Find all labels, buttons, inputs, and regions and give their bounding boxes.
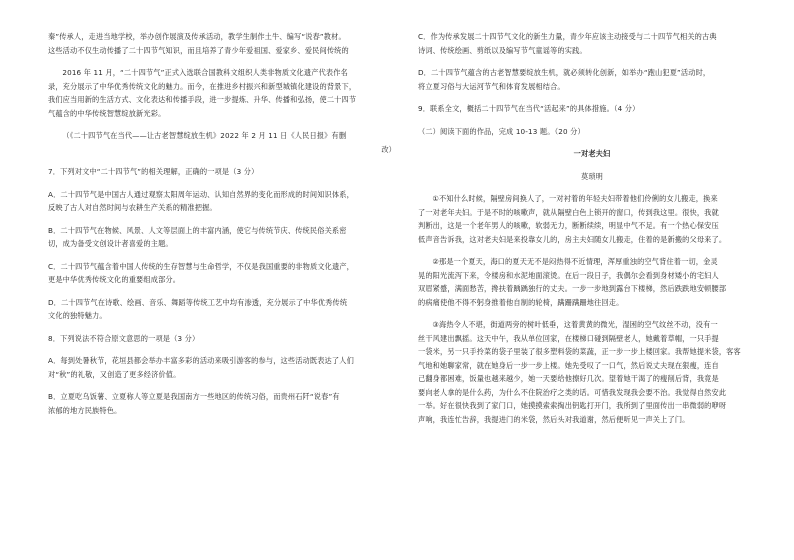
intro-line: 这些活动不仅生动传播了二十四节气知识，而且培养了青少年爱祖国、爱家乡、爱民间传统的 bbox=[48, 45, 349, 55]
story-paragraph-2: ②那是一个夏天，海口的夏天无不是闷热得不近情理，浑厚重浊的空气背住着一切，金灵 bbox=[432, 257, 718, 266]
story-paragraph-3: 声响，我连忙告辞，我提进门的米袋，然后头对我道谢，然后便听见一声关上了门。 bbox=[418, 414, 690, 424]
option-7d: D．二十四节气在诗歌、绘画、音乐、舞蹈等传统工艺中均有渗透，充分展示了中华优秀传统 bbox=[48, 297, 348, 307]
option-7a: A．二十四节气是中国古人通过观察太阳周年运动、认知自然界的变化而形成的时间知识体系， bbox=[48, 189, 354, 199]
body-line: 气蕴含的中华传统智慧绽放新光彩。 bbox=[48, 108, 166, 118]
intro-line: 秦”传承人，走进当地学校，举办创作展演及传承活动，教学生制作土牛、编写“说春”教材。 bbox=[48, 32, 346, 41]
story-paragraph-3: 一举。好在很快我到了家门口，她摸摸索索掏出钥匙打开门，我所到了里面传出一串微弱的咿呀 bbox=[418, 401, 727, 410]
option-7b: B．二十四节气在物候、风景、人文等层面上的丰富内涵，使它与传统节庆、传统民俗关系密 bbox=[48, 225, 347, 235]
story-author: 莫琐明 bbox=[580, 171, 603, 181]
body-line: 录，充分展示了中华优秀传统文化的魅力。而今，在推进乡村振兴和新型城镇化建设的背景下， bbox=[48, 81, 357, 91]
story-paragraph-3: 气地和她聊家常，就在她身后一步一步上楼。她先受叹了一口气，然后说丈夫现在狠瘦，连自 bbox=[418, 360, 719, 370]
question-9-stem: 9．联系全文，概括二十四节气在当代“活起来”的具体措施。（4 分） bbox=[418, 104, 640, 113]
option-8c: 诗词、传统绘画、剪纸以及编写节气童谣等的实践。 bbox=[418, 45, 587, 55]
left-column bbox=[48, 30, 396, 417]
story-paragraph-1: 判断出，这是一个老年男人的咳嗽，软弱无力，断断续续，明显中气不足。有一个热心保安压 bbox=[418, 221, 719, 230]
body-line: 2016 年 11 月，“二十四节气”正式入选联合国教科文组织人类非物质文化遗产代表作名 bbox=[62, 68, 348, 77]
story-paragraph-2: 的病痛使他不得不躬身推着他自制的轮椅，蹒跚蹒跚地往回走。 bbox=[418, 297, 624, 307]
option-8d: D．二十四节气蕴含的古老智慧要绽放生机，就必须转化创新，如举办“跑山犯夏”活动时， bbox=[418, 68, 711, 77]
right-column bbox=[418, 30, 766, 426]
option-7b: 切，成为备受文创设计者喜爱的主题。 bbox=[48, 239, 173, 248]
option-7a: 反映了古人对自然时间与农耕生产关系的精准把握。 bbox=[48, 203, 217, 212]
option-8b: B．立夏吃乌饭薯、立夏称人等立夏是我国南方一些地区的传统习俗，而贵州石阡“说春”有 bbox=[48, 392, 340, 401]
story-paragraph-1: 低声音告诉我，这对老夫妇是来投靠女儿的，房主夫妇随女儿搬走，住着的是新搬的父母来了。 bbox=[418, 234, 727, 244]
option-8a: A．每到处暑秋节，花垣县都会举办丰富多彩的活动来吸引游客的参与，这些活动既表达了人们 bbox=[48, 356, 354, 365]
option-7c: C．二十四节气蕴含着中国人传统的生存智慧与生命哲学，不仅是我国重要的非物质文化遗产， bbox=[48, 261, 355, 271]
story-paragraph-3: 丝干风建出飘摇。这天中午，我从单位回家，在楼梯口碰到隔壁老人，她戴着草帽，一只手提 bbox=[418, 333, 719, 343]
question-7-stem: 7．下列对文中“二十四节气”的相关理解，正确的一项是（3 分） bbox=[48, 167, 259, 176]
story-paragraph-2: 晃的阳光流泻下来，令楼房和水泥地面滚烫。在后一段日子，我偶尔会看到身材矮小的宅妇人 bbox=[418, 270, 719, 280]
question-8-stem: 8．下列说法不符合原文意思的一项是（3 分） bbox=[48, 333, 200, 343]
option-8c: C．作为传承发展二十四节气文化的新生力量，青少年应该主动接受与二十四节气相关的古典 bbox=[418, 32, 717, 41]
option-8b: 浓郁的地方民族特色。 bbox=[48, 405, 122, 415]
citation-line: 改） bbox=[381, 144, 396, 154]
body-line: 我们应当用新的生活方式、文化表达和传播手段，进一步提炼、升华、传播和弘扬，使二十四节 bbox=[48, 95, 357, 104]
story-paragraph-2: 双眉紧蹙，满面愁苦，搀扶着踽踽独行的丈夫。一步一步地到露台下楼梯，然后跌跌地安顿腰部 bbox=[418, 284, 727, 293]
story-title: 一对老夫妇 bbox=[573, 149, 611, 158]
story-paragraph-3: 要向老人拿的是什么药，为什么不住院治疗之类的话。可惜我发现我会要不治。我觉得自然安此 bbox=[418, 387, 727, 397]
story-paragraph-3: 一袋米，另一只手拎菜的袋子里装了很多塑料袋的菜蔬，正一步一步上楼回家。我帮她提米袋，客客 bbox=[418, 347, 741, 356]
story-paragraph-1: ①不知什么时候，隔壁房间换人了，一对衬着的年轻夫妇带着他们伶俐的女儿搬走，换来 bbox=[432, 194, 718, 203]
citation-line: （《二十四节气在当代——让古老智慧绽放生机》2022 年 2 月 11 日《人民日报》有删 bbox=[62, 131, 347, 140]
section-2-heading: （二）阅读下面的作品，完成 10-13 题。（20 分） bbox=[418, 126, 585, 136]
option-8a: 对“秋”的礼敬，又创造了更多经济价值。 bbox=[48, 369, 181, 379]
option-8d: 将立夏习俗与大运河节气和体育发展相结合。 bbox=[418, 81, 565, 91]
story-paragraph-3: ③海热令人不堪，街道两旁的树叶低垂，这着黄黄的微光，湿困的空气纹丝不动，没有一 bbox=[432, 320, 718, 329]
option-7c: 更是中华优秀传统文化的重要组成部分。 bbox=[48, 275, 181, 284]
story-paragraph-1: 了一对老年夫妇。于是不时的咳嗽声，就从隔壁白色上锁开的窗口，传到我这里。很快，我就 bbox=[418, 207, 719, 217]
option-7d: 文化的独特魅力。 bbox=[48, 311, 107, 320]
story-paragraph-3: 己翻身都困难，饭量也越来越少，她一天要给他擦好几次。望着她干渴了的瘦削后背，我竟是 bbox=[418, 374, 719, 383]
